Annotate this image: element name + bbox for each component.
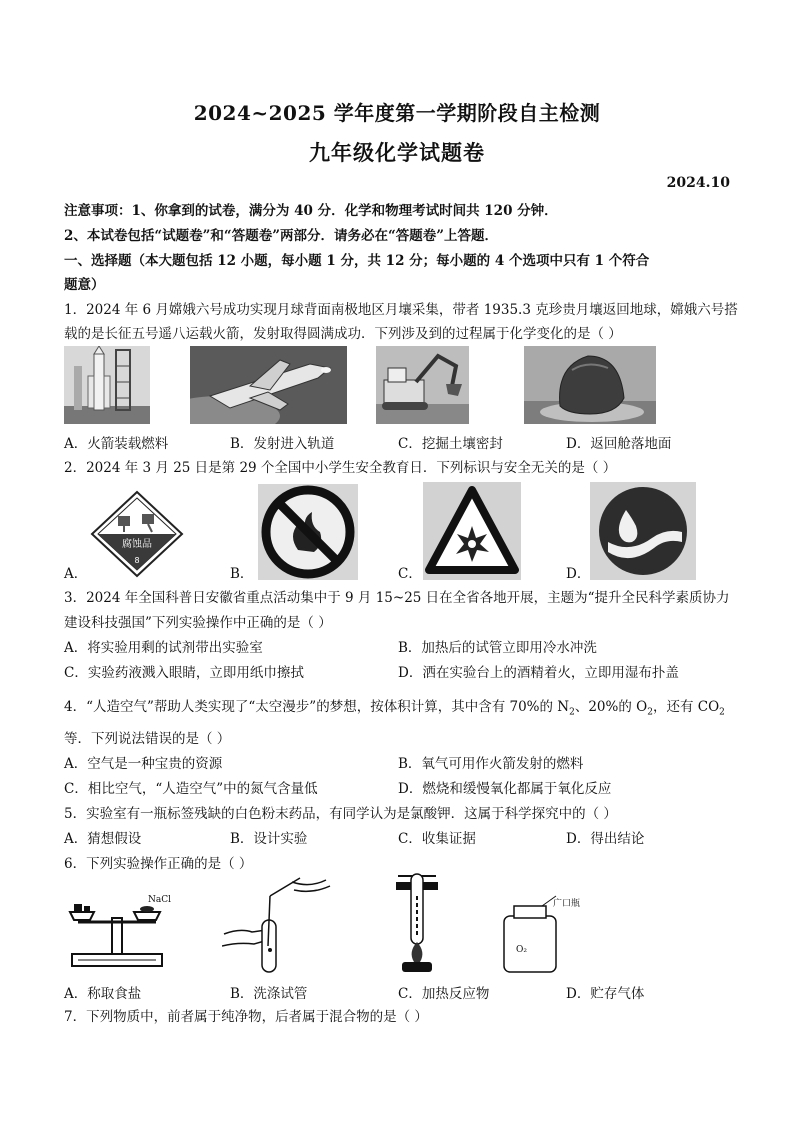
q4-line1-part-b: 、20%的 O <box>574 699 648 715</box>
q3-option-b: B．加热后的试管立即用冷水冲洗 <box>398 640 597 656</box>
no-open-flame-sign <box>258 484 358 580</box>
notes-line-1: 注意事项：1、你拿到的试卷，满分为 40 分．化学和物理考试时间共 120 分钟． <box>64 203 558 219</box>
q7-stem: 7．下列物质中，前者属于纯净物，后者属于混合物的是（ ） <box>64 1009 428 1025</box>
q6-stem: 6．下列实验操作正确的是（ ） <box>64 856 253 872</box>
corrosive-sign-label: 腐蚀品 <box>122 539 152 550</box>
exam-title: 2024~2025 学年度第一学期阶段自主检测 <box>193 101 601 125</box>
q2-stem: 2．2024 年 3 月 25 日是第 29 个全国中小学生安全教育日．下列标识与安全无关的是（ ） <box>64 460 617 476</box>
q4-stem-line-1 <box>64 695 725 718</box>
q3-stem-line-2: 建设科技强国”下列实验操作中正确的是（ ） <box>64 615 332 631</box>
q5-stem: 5．实验室有一瓶标签残缺的白色粉末药品，有同学认为是氯酸钾．这属于科学探究中的（ ） <box>64 806 617 822</box>
wide-mouth-bottle-diagram <box>498 894 588 974</box>
q6-option-d: D．贮存气体 <box>566 986 645 1002</box>
exam-subtitle: 九年级化学试题卷 <box>309 140 485 165</box>
q4-option-d: D．燃烧和缓慢氧化都属于氧化反应 <box>398 781 612 797</box>
q1-option-d: D．返回舱落地面 <box>566 436 672 452</box>
corrosive-warning-sign <box>88 490 186 578</box>
q2-option-a: A． <box>64 566 88 582</box>
q5-option-c: C．收集证据 <box>398 831 476 847</box>
q5-option-b: B．设计实验 <box>230 831 308 847</box>
q4-option-c: C．相比空气，“人造空气”中的氮气含量低 <box>64 781 318 797</box>
heating-apparatus-diagram <box>392 872 442 976</box>
rocket-fueling-photo <box>64 346 150 424</box>
q1-stem-line-2: 载的是长征五号遥八运载火箭，发射取得圆满成功．下列涉及到的过程属于化学变化的是（ ） <box>64 326 622 342</box>
q1-option-a: A．火箭装载燃料 <box>64 436 169 452</box>
q6-option-b: B．洗涤试管 <box>230 986 308 1002</box>
q6-option-a: A．称取食盐 <box>64 986 142 1002</box>
q2-option-d: D． <box>566 566 591 582</box>
q5-option-a: A．猜想假设 <box>64 831 142 847</box>
q5-option-d: D．得出结论 <box>566 831 645 847</box>
q4-option-b: B．氧气可用作火箭发射的燃料 <box>398 756 584 772</box>
q4-line1-part-c: ，还有 CO <box>652 699 720 715</box>
balance-scale-diagram <box>64 890 176 970</box>
nacl-label: NaCl <box>148 895 172 905</box>
q3-option-c: C．实验药液溅入眼睛，立即用纸巾擦拭 <box>64 665 304 681</box>
q4-line1-part-a: 4．“人造空气”帮助人类实现了“太空漫步”的梦想，按体积计算，其中含有 70%的 N <box>64 699 570 715</box>
section-heading-line-1: 一、选择题（本大题包括 12 小题，每小题 1 分，共 12 分；每小题的 4 个选项中只有 1 个符合 <box>64 253 650 269</box>
q1-option-b: B．发射进入轨道 <box>230 436 335 452</box>
section-heading-line-2: 题意） <box>64 277 105 293</box>
explosive-warning-sign <box>423 482 521 580</box>
notes-line-2: 2、本试卷包括“试题卷”和“答题卷”两部分．请务必在“答题卷”上答题． <box>64 228 498 244</box>
q1-stem-line-1: 1．2024 年 6 月嫦娥六号成功实现月球背面南极地区月壤采集，带者 1935.3 克珍贵月壤返回地球，嫦娥六号搭 <box>64 302 738 318</box>
o2-label: O₂ <box>516 945 527 955</box>
q4-stem-line-2: 等．下列说法错误的是（ ） <box>64 731 231 747</box>
soil-excavation-photo <box>376 346 469 424</box>
q3-option-d: D．洒在实验台上的酒精着火，立即用湿布扑盖 <box>398 665 679 681</box>
test-tube-washing-diagram <box>222 876 334 976</box>
water-saving-sign <box>590 482 696 580</box>
exam-date: 2024.10 <box>666 175 730 191</box>
q1-option-c: C．挖掘土壤密封 <box>398 436 503 452</box>
corrosive-sign-number: 8 <box>134 556 140 565</box>
q3-option-a: A．将实验用剩的试剂带出实验室 <box>64 640 263 656</box>
q6-option-c: C．加热反应物 <box>398 986 490 1002</box>
q3-stem-line-1: 3．2024 年全国科普日安徽省重点活动集中于 9 月 15~25 日在全省各地开展，主题为“提升全民科学素质协力 <box>64 590 730 606</box>
wide-mouth-bottle-label: 广口瓶 <box>553 899 581 909</box>
return-capsule-landing-photo <box>524 346 656 424</box>
q4-o2-subscript: 2 <box>647 707 653 718</box>
spacecraft-orbit-photo <box>190 346 347 424</box>
q2-option-c: C． <box>398 566 422 582</box>
q4-option-a: A．空气是一种宝贵的资源 <box>64 756 223 772</box>
q2-option-b: B． <box>230 566 254 582</box>
q4-n2-subscript: 2 <box>569 707 575 718</box>
q4-co2-subscript: 2 <box>719 707 725 718</box>
